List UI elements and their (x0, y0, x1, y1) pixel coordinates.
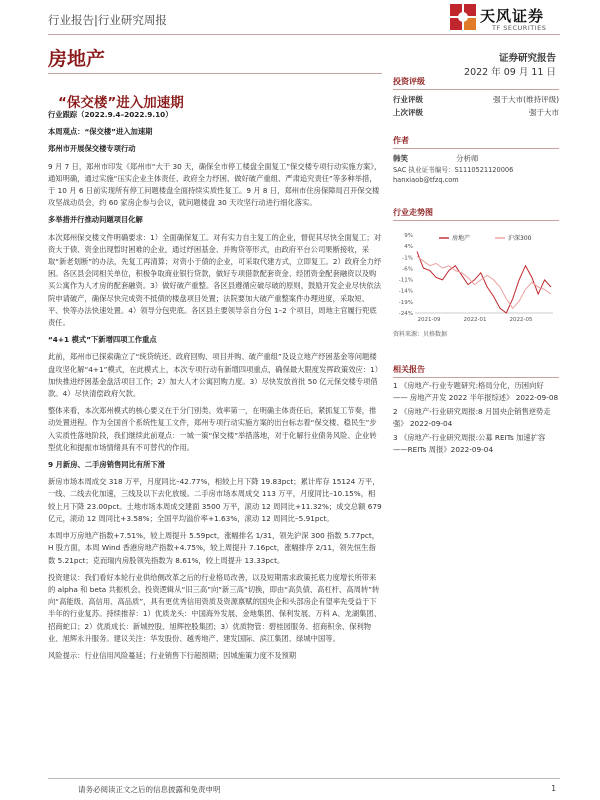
industry-trend-chart (393, 227, 559, 325)
x-tick-label: 2021-09 (417, 317, 441, 323)
related-report-item[interactable]: 2 《房地产-行业研究周报:8 月国央企销售逆势走强》 2022-09-04 (393, 407, 551, 428)
author-role: 分析师 (456, 154, 479, 163)
report-title: “保交楼”进入加速期 (58, 95, 184, 111)
section-heading: 郑州市开展保交楼专项行动 (48, 144, 136, 154)
industry-rating-value: 强于大市(维持评级) (493, 95, 559, 104)
tf-logo-icon (450, 4, 476, 30)
prev-rating-row (393, 106, 559, 119)
y-tick-label: -1% (402, 255, 413, 262)
logo-text-cn: 天风证券 (480, 7, 545, 25)
author-section-title: 作者 (393, 135, 559, 149)
section-heading: 行业跟踪（2022.9.4–2022.9.10） (48, 110, 173, 119)
related-report-item[interactable]: 3 《房地产-行业研究周报:公募 REITs 加速扩容——REITs 周报》2022-09-04 (393, 433, 546, 454)
tf-securities-logo (450, 2, 560, 36)
section-heading: 9 月新房、二手房销售同比有所下滑 (48, 460, 166, 470)
body-paragraph: 本周申万房地产指数+7.51%，较上周提升 5.59pct，涨幅排名 1/31，领先沪深 300 指数 5.77pct，H 股方面，本周 Wind 香港房地产指数+4.75%，较上周提升 7.16pct，涨幅排序 2/11，领先恒生指数 5.21pct；克而瑞内房股领先指数为 8.61%，较上周提升 13.33pct。 (48, 531, 380, 565)
body-paragraph: 此前，郑州市已探索确立了“统贷统还、政府回购、项目并购、破产重组”及设立地产纾困基金等问题楼盘攻坚化解“4+1”模式，在此模式上，本次专项行动有新增四项重点，确保最大限度发挥政策效应：1）加快推进纾困基金盘活项目工作；2）加大人才公寓回购力度。3）尽快发放首批 50 亿元保交楼专项借款。4）尽快清偿政府欠款。 (48, 352, 379, 399)
section-heading: 本周观点：“保交楼”进入加速期 (48, 127, 153, 137)
y-tick-label: -6% (402, 266, 413, 273)
rating-section-title: 投资评级 (393, 76, 559, 90)
y-tick-label: -14% (398, 288, 413, 295)
report-date: 2022 年 09 月 11 日 (464, 67, 556, 78)
prev-rating-label: 上次评级 (393, 108, 423, 117)
trend-chart-svg (393, 227, 559, 325)
chart-source: 资料来源：贝格数据 (393, 331, 448, 338)
section-heading: 多举措并行推动问题项目化解 (48, 215, 143, 225)
x-tick-label: 2022-05 (509, 317, 533, 323)
legend-label: 房地产 (452, 235, 471, 242)
logo-text-en: TF SECURITIES (492, 24, 547, 32)
page-number: 1 (551, 784, 556, 793)
author-name: 韩笑 (393, 154, 408, 163)
industry-rating-label: 行业评级 (393, 95, 423, 104)
series-line-0 (417, 252, 551, 314)
main-body (48, 109, 382, 662)
series-line-1 (417, 256, 551, 308)
report-category-tag: 行业报告|行业研究周报 (48, 13, 167, 27)
industry-rating-row (393, 93, 559, 106)
y-tick-label: -19% (398, 299, 413, 306)
footer-divider (48, 778, 560, 779)
prev-rating-value: 强于大市 (529, 108, 559, 117)
body-paragraph: 9 月 7 日，郑州市印发《郑州市“大干 30 天，确保全市停工楼盘全面复工”保交楼专项行动实施方案》，通知明确，通过实施“压实企业主体责任、政府全力纾困、做好破产重组、严肃追究责任”等多种举措，于 10 月 6 日前实现所有停工问题楼盘全面持续实质性复工。9 月 8 日，郑州市住房保障局召开保交楼攻坚战动员会，约 60 家房企参与会议，就问题楼盘 30 天攻坚行动进行细化落实。 (48, 161, 382, 208)
header-divider (48, 34, 560, 35)
body-paragraph: 本次郑州保交楼文件明确要求：1）全面确保复工。对有实力自主复工的企业，督促其尽快全面复工；对资大于债、资金出现暂时困难的企业，通过纾困基金、并购贷等形式，由政府平台公司果断接收，采取“新老划断”的办法，先复工再清算；对资小于债的企业，可采取代建方式，立即复工。2）政府全力纾困。各区县会同相关单位，积极争取商业银行贷款，做好专项借款配套资金、经团资金配套融资以及购买公寓作为人才房的配套融资。3）做好破产重整。各区县遵循应破尽破的原则，鼓励开发企业尽快依法院申请破产，确保尽快完成资不抵债的楼盘项目处置；法院要加大破产重整案件办理进度，采取短、平、快等办法快速处置。4）领导分包兜底。各区县主要领导亲自分包 1–2 个项目，周地主官履行兜底责任。 (48, 232, 382, 328)
sidebar (393, 76, 559, 456)
author-email[interactable]: hanxiaob@tfzq.com (393, 176, 459, 184)
related-section-title: 相关报告 (393, 364, 559, 378)
related-report-item[interactable]: 1 《房地产-行业专题研究:格局分化，历困向好 —— 房地产开发 2022 半年报综述》 2022-09-08 (393, 381, 559, 402)
report-type: 证券研究报告 (498, 53, 556, 64)
author-row (393, 153, 559, 165)
section-heading: “4+1 模式”下新增四项工作重点 (48, 335, 157, 345)
y-tick-label: 4% (404, 244, 413, 251)
x-tick-label: 2022-01 (463, 317, 487, 323)
trend-section-title: 行业走势图 (393, 207, 559, 221)
body-paragraph: 风险提示：行业信用风险蔓延；行业销售下行超预期；因城施策力度不及预期 (48, 650, 297, 660)
body-paragraph: 投资建议：我们看好本轮行业供给侧改革之后的行业格局改善，以及短期需求政策托底力度增长所带来的 alpha 和 beta 共振机会。投资逻辑从“旧三高”向“新三高”切换，即由“高负债、高杠杆、高周转”转向“高能级、高信用、高品质”，具有更优秀信用资质及资源禀赋的国央企和头部房企有望率先受益于下半年的行业复苏。持续推荐：1）优质龙头：中国海外发展、金地集团、保利发展、万科 A、龙湖集团、招商蛇口；2）优质成长：新城控股、旭辉控股集团；3）优质物管：碧桂园服务、招商积余、保利物业、旭辉永升服务。建议关注：华发股份、越秀地产、建发国际、滨江集团、绿城中国等。 (48, 572, 382, 643)
y-tick-label: 9% (404, 233, 413, 239)
body-paragraph: 整体来看，本次郑州模式的核心要义在于分门别类、效率第一，在明确主体责任后，紧抓复工节奏，推动处置进程。作为全国首个系统性复工文件，郑州专项行动实施方案的出台标志着“保交楼、稳民生”步入实质性落地阶段，我们继续此前观点：一城一策“保交楼”举措落地，对于化解行业债务风险、企业转型优化和提振市场情绪具有不可替代的作用。 (48, 406, 377, 452)
disclaimer-note: 请务必阅读正文之后的信息披露和免责申明 (78, 785, 221, 794)
related-reports-list (393, 380, 559, 456)
sector-title: 房地产 (48, 48, 106, 70)
author-cert: SAC 执业证书编号：S1110521120006 (393, 166, 514, 174)
sector-divider (48, 73, 382, 74)
y-tick-label: -24% (398, 311, 413, 317)
body-paragraph: 新房市场本周成交 318 万平，月度同比–42.77%，相较上月下降 19.83pct；累计库存 15124 万平，一线、二线去化加速，三线及以下去化放缓。二手房市场本周成交 113 万平，月度同比–10.15%，相较上月下降 23.00pct。土地市场本周成交建面 3500 万平，滚动 12 周同比+11.32%；成交总额 679 亿元，滚动 12 周同比+3.58%；全国平均溢价率+1.63%，滚动 12 周同比–5.91pct。 (48, 477, 382, 523)
legend-label: 沪深300 (508, 235, 532, 242)
y-tick-label: -11% (398, 277, 413, 284)
